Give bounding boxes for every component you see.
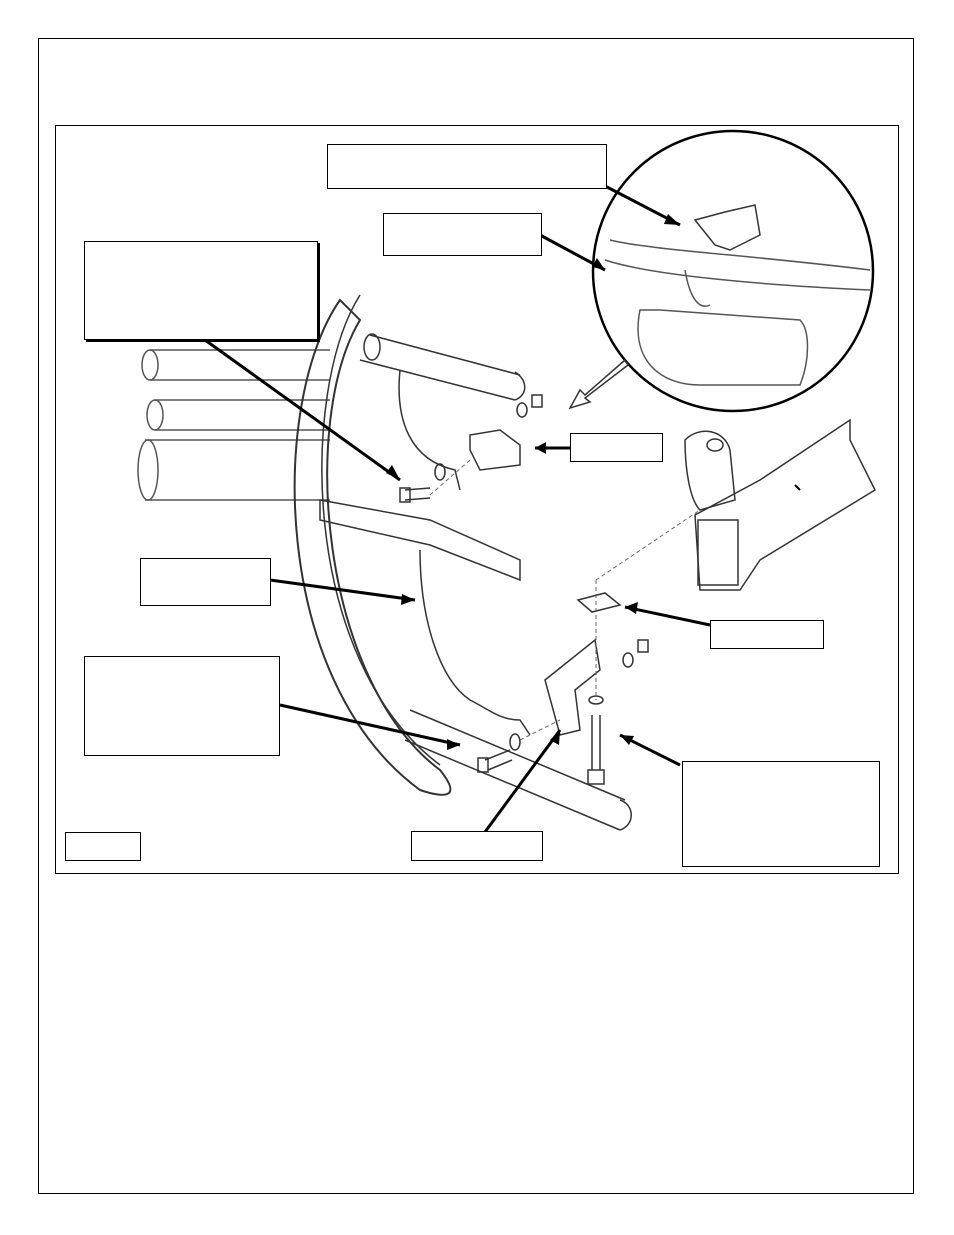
plate-callout-box <box>710 620 824 649</box>
lower-bracket-callout-box <box>411 831 543 861</box>
figure-number-box <box>65 832 141 861</box>
bumper-callout-box <box>383 213 542 256</box>
lower-bolt-callout-box <box>84 656 280 756</box>
guard-callout-box <box>140 558 271 606</box>
detail-callout-box <box>327 144 607 189</box>
carriage-bolt-callout-box <box>682 761 880 867</box>
bracket-clip-callout-box <box>570 433 663 462</box>
upper-bolt-callout-box <box>84 241 318 340</box>
